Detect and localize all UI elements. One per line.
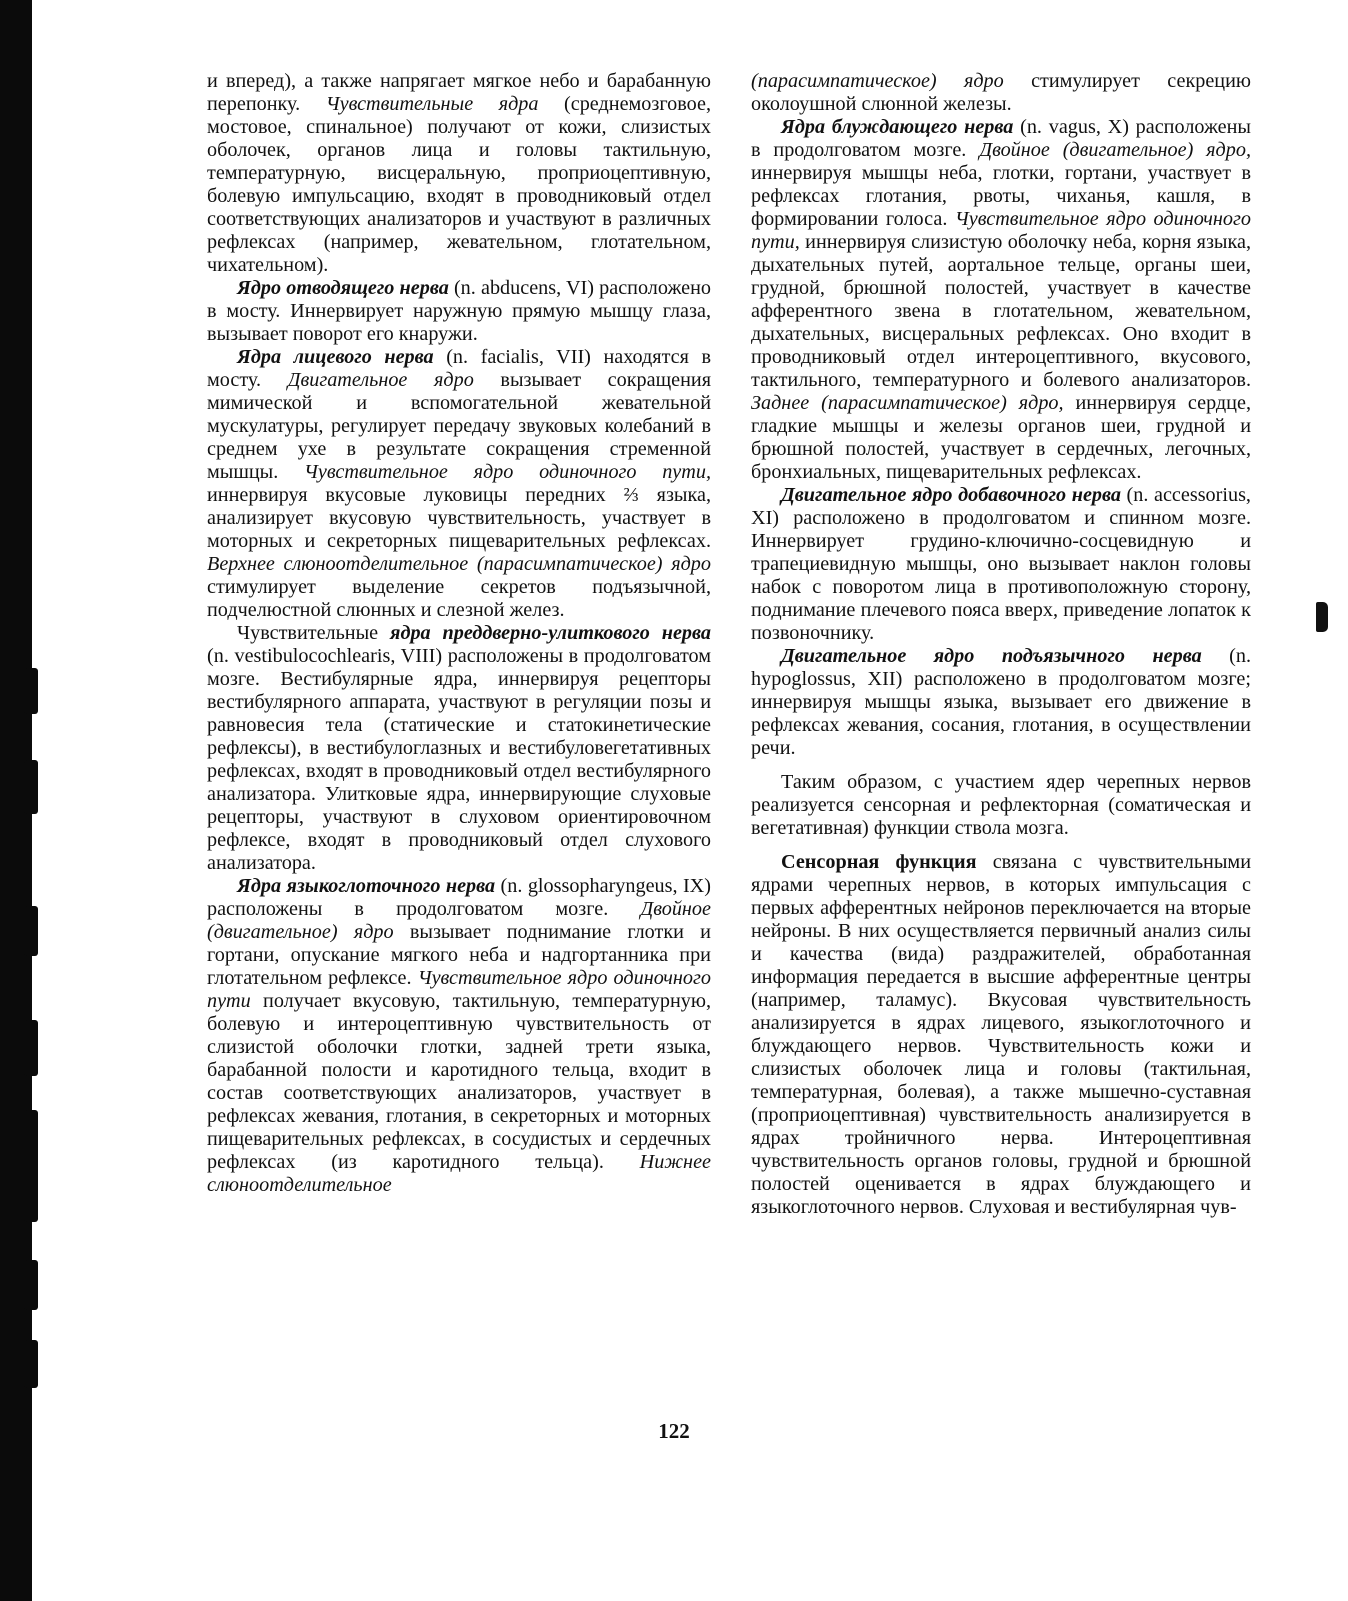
section-heading: Ядра лицевого нерва [237,346,434,368]
paragraph [751,116,1251,484]
text-run: (n. accessorius, XI) расположено в продолговатом и спинном мозге. Иннервирует грудино-ключично-сосцевидную и трапециевидную мышцы, оно вызывает наклон головы набок с поворотом лица в противоположную сторону, поднимание плечевого пояса вверх, приведение лопаток к позвоночнику. [751,484,1251,644]
section-heading: Ядра языкоглоточного нерва [237,875,496,897]
italic-term: Нижнее слюноотделительное [207,1151,711,1196]
right-column [751,70,1251,1219]
italic-term: Двигательное ядро [287,369,474,391]
scan-notch [24,1020,38,1076]
text-run: (среднемозговое, мостовое, спинальное) получают от кожи, слизистых оболочек, органов лица и головы тактильную, температурную, висцеральную, проприоцептивную, болевую импульсацию, входят в проводниковый отдел соответствующих анализаторов и участвуют в различных рефлексах (например, жевательном, глотательном, чихательном). [207,93,711,276]
text-run: (n. abducens, VI) расположено в мосту. Иннервирует наружную прямую мышцу глаза, вызывает поворот его кнаружи. [207,277,711,345]
section-heading: Двигательное ядро добавочного нерва [781,484,1121,506]
section-heading: Ядра блуждающего нерва [781,116,1014,138]
scan-mark [1316,602,1328,632]
text-run: стимулирует выделение секретов подъязычной, подчелюстной слюнных и слезной желез. [207,576,711,621]
bold-term: Сенсорная функция [781,851,977,873]
text-run: получает вкусовую, тактильную, температурную, болевую и интероцептивную чувствительность от слизистой оболочки глотки, задней трети языка, барабанной полости и каротидного тельца, входит в состав соответствующих анализаторов, участвует в рефлексах жевания, глотания, в секреторных и моторных пищеварительных рефлексах, в сосудистых и сердечных рефлексах (из каротидного тельца). [207,990,711,1173]
paragraph [751,484,1251,645]
italic-term: (парасимпатическое) ядро [751,70,1004,92]
text-run: иннервируя мышцы неба, глотки, гортани, участвует в рефлексах глотания, рвоты, чиханья, кашля, в формировании голоса. [751,162,1251,230]
text-run: вызывает сокращения мимической и вспомогательной жевательной мускулатуры, регулирует передачу звуковых колебаний в среднем ухе в результате сокращения стременной мышцы. [207,369,711,483]
paragraph [207,622,711,875]
left-column [207,70,711,1197]
scan-notch [24,1340,38,1388]
paragraph [751,851,1251,1219]
text-run: иннервируя вкусовые луковицы передних ⅔ языка, анализирует вкусовую чувствительность, участвует в моторных и секреторных пищеварительных рефлексах. [207,484,711,552]
paragraph [751,70,1251,116]
italic-term: Чувствительное ядро одиночного пути [207,967,711,1012]
text-run: связана с чувствительными ядрами черепных нервов, в которых импульсация с первых афферентных нейронов переключается на вторые нейроны. В них осуществляется первичный анализ силы и качества (вида) раздражителей, обработанная информация передается в высшие афферентные центры (например, таламус). Вкусовая чувствительность анализируется в ядрах лицевого, языкоглоточного и блуждающего нервов. Чувствительность кожи и слизистых оболочек лица и головы (тактильная, температурная, болевая), а также мышечно-суставная (проприоцептивная) чувствительность анализируется в ядрах тройничного нерва. Интероцептивная чувствительность органов головы, грудной и брюшной полостей оценивается в ядрах блуждающего и языкоглоточного нервов. Слуховая и вестибулярная чув- [751,851,1251,1218]
text-run: вызывает поднимание глотки и гортани, опускание мягкого неба и надгортанника при глотательном рефлексе. [207,921,711,989]
text-run: (n. facialis, VII) находятся в мосту. [207,346,711,391]
text-run: и вперед), а также напрягает мягкое небо и барабанную перепонку. [207,70,711,115]
italic-term: Верхнее слюноотделительное (парасимпатическое) ядро [207,553,711,575]
scan-notch [24,668,38,714]
italic-term: Чувствительное ядро одиночного пути, [304,461,711,483]
text-run: стимулирует секрецию околоушной слюнной железы. [751,70,1251,115]
text-run: (n. vagus, X) расположены в продолговатом мозге. [751,116,1251,161]
italic-term: Чувствительные ядра [325,93,539,115]
scan-notch [24,906,38,956]
paragraph [207,70,711,277]
scan-border [0,0,32,1601]
text-run: иннервируя сердце, гладкие мышцы и железы органов шеи, грудной и брюшной полостей, участвует в сердечных, легочных, бронхиальных, пищеварительных рефлексах. [751,392,1251,483]
text-run: Таким образом, с участием ядер черепных нервов реализуется сенсорная и рефлекторная (соматическая и вегетативная) функции ствола мозга. [751,771,1251,839]
page-number: 122 [658,1419,690,1443]
text-run: (n. hypoglossus, XII) расположено в продолговатом мозге; иннервируя мышцы языка, вызывает его движение в рефлексах жевания, сосания, глотания, в осуществлении речи. [751,645,1251,759]
italic-term: Заднее (парасимпатическое) ядро, [751,392,1064,414]
text-run: (n. glossopharyngeus, IX) расположены в продолговатом мозге. [207,875,711,920]
paragraph [751,645,1251,760]
italic-term: Чувствительное ядро одиночного пути, [751,208,1251,253]
text-run: Чувствительные [237,622,391,644]
italic-term: Двойное (двигательное) ядро [207,898,711,943]
paragraph [751,771,1251,840]
scan-notch [24,1110,38,1222]
paragraph [207,875,711,1197]
paragraph [207,277,711,346]
scan-notch [24,760,38,814]
paragraph [207,346,711,622]
section-heading: Двигательное ядро подъязычного нерва [781,645,1202,667]
italic-term: Двойное (двигательное) ядро, [979,139,1251,161]
section-heading: Ядро отводящего нерва [237,277,449,299]
text-run: (n. vestibulocochlearis, VIII) расположены в продолговатом мозге. Вестибулярные ядра, иннервируя рецепторы вестибулярного аппарата, участвуют в регуляции позы и равновесия тела (статические и статокинетические рефлексы), в вестибулоглазных и вестибуловегетативных рефлексах, входят в проводниковый отдел вестибулярного анализатора. Улитковые ядра, иннервирующие слуховые рецепторы, участвуют в слуховом ориентировочном рефлексе, входят в проводниковый отдел слухового анализатора. [207,645,711,874]
text-run: иннервируя слизистую оболочку неба, корня языка, дыхательных путей, аортальное тельце, органы шеи, грудной, брюшной полостей, участвует в качестве афферентного звена в глотательном, жевательном, дыхательных, висцеральных рефлексах. Оно входит в проводниковый отдел интероцептивного, вкусового, тактильного, температурного и болевого анализаторов. [751,231,1251,391]
section-heading: ядра преддверно-улиткового нерва [390,622,712,644]
scan-notch [24,1260,38,1310]
